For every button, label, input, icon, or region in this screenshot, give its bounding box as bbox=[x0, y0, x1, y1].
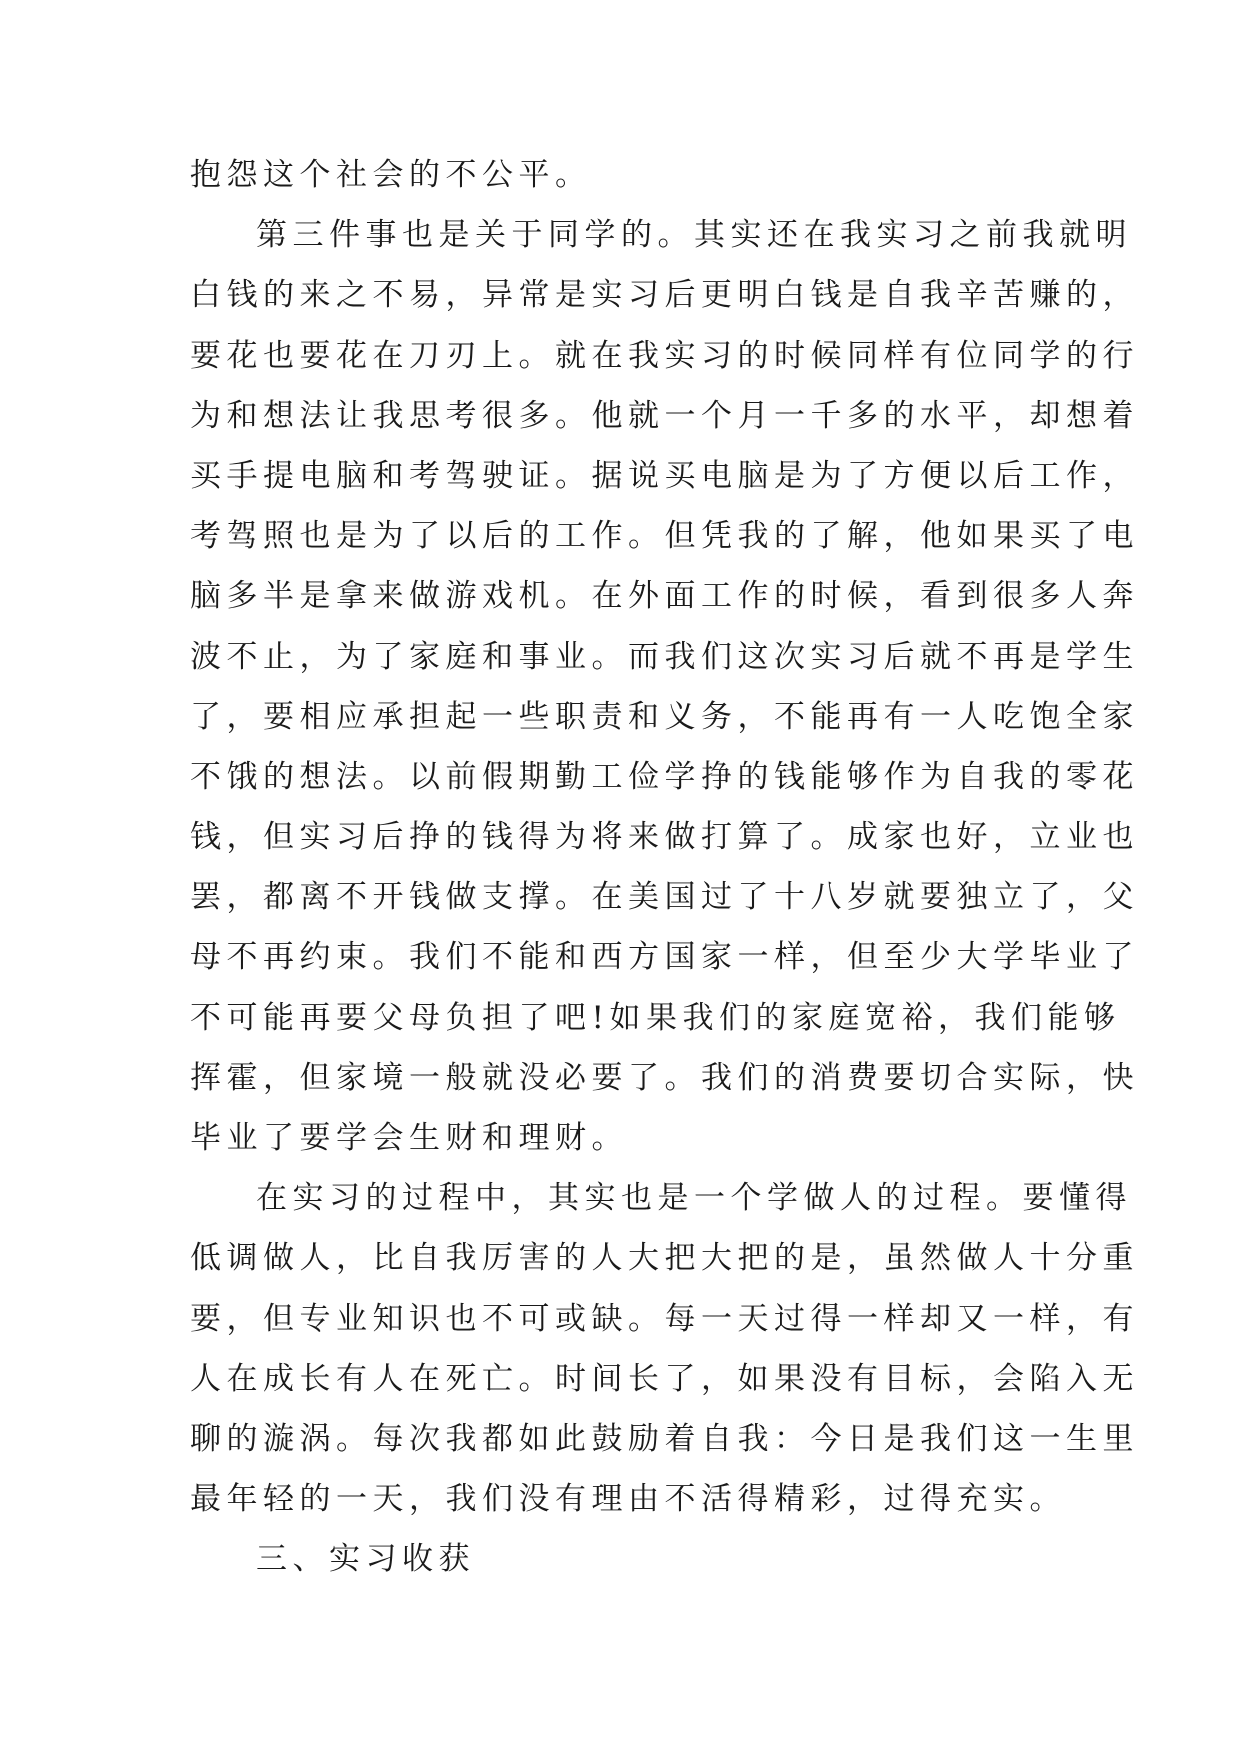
text-line: 低调做人，比自我厉害的人大把大把的是，虽然做人十分重 bbox=[190, 1240, 1139, 1277]
text-line: 了，要相应承担起一些职责和义务，不能再有一人吃饱全家 bbox=[190, 698, 1139, 735]
text-line: 白钱的来之不易，异常是实习后更明白钱是自我辛苦赚的， bbox=[190, 277, 1139, 314]
text-line: 钱，但实习后挣的钱得为将来做打算了。成家也好，立业也 bbox=[190, 819, 1139, 856]
text-line: 不可能再要父母负担了吧!如果我们的家庭宽裕，我们能够 bbox=[190, 999, 1121, 1036]
text-line: 买手提电脑和考驾驶证。据说买电脑是为了方便以后工作， bbox=[190, 457, 1139, 494]
text-line: 波不止，为了家庭和事业。而我们这次实习后就不再是学生 bbox=[190, 638, 1139, 675]
text-line: 脑多半是拿来做游戏机。在外面工作的时候，看到很多人奔 bbox=[190, 578, 1139, 615]
text-line: 为和想法让我思考很多。他就一个月一千多的水平，却想着 bbox=[190, 397, 1139, 434]
text-line: 挥霍，但家境一般就没必要了。我们的消费要切合实际，快 bbox=[190, 1059, 1139, 1096]
section-heading: 三、实习收获 bbox=[256, 1541, 475, 1578]
text-line: 聊的漩涡。每次我都如此鼓励着自我：今日是我们这一生里 bbox=[190, 1420, 1139, 1457]
text-line: 毕业了要学会生财和理财。 bbox=[190, 1120, 628, 1156]
text-line: 抱怨这个社会的不公平。 bbox=[190, 157, 592, 193]
text-line: 不饿的想法。以前假期勤工俭学挣的钱能够作为自我的零花 bbox=[190, 758, 1139, 795]
text-line: 人在成长有人在死亡。时间长了，如果没有目标，会陷入无 bbox=[190, 1360, 1139, 1397]
text-line: 要，但专业知识也不可或缺。每一天过得一样却又一样，有 bbox=[190, 1300, 1139, 1337]
text-line: 罢，都离不开钱做支撑。在美国过了十八岁就要独立了，父 bbox=[190, 879, 1139, 916]
text-line: 要花也要花在刀刃上。就在我实习的时候同样有位同学的行 bbox=[190, 337, 1139, 374]
paragraph-start-line: 第三件事也是关于同学的。其实还在我实习之前我就明 bbox=[256, 217, 1132, 254]
text-line: 母不再约束。我们不能和西方国家一样，但至少大学毕业了 bbox=[190, 939, 1139, 976]
text-line: 最年轻的一天，我们没有理由不活得精彩，过得充实。 bbox=[190, 1481, 1066, 1518]
document-body bbox=[190, 145, 1139, 1590]
paragraph-start-line: 在实习的过程中，其实也是一个学做人的过程。要懂得 bbox=[256, 1180, 1132, 1217]
text-line: 考驾照也是为了以后的工作。但凭我的了解，他如果买了电 bbox=[190, 518, 1139, 555]
